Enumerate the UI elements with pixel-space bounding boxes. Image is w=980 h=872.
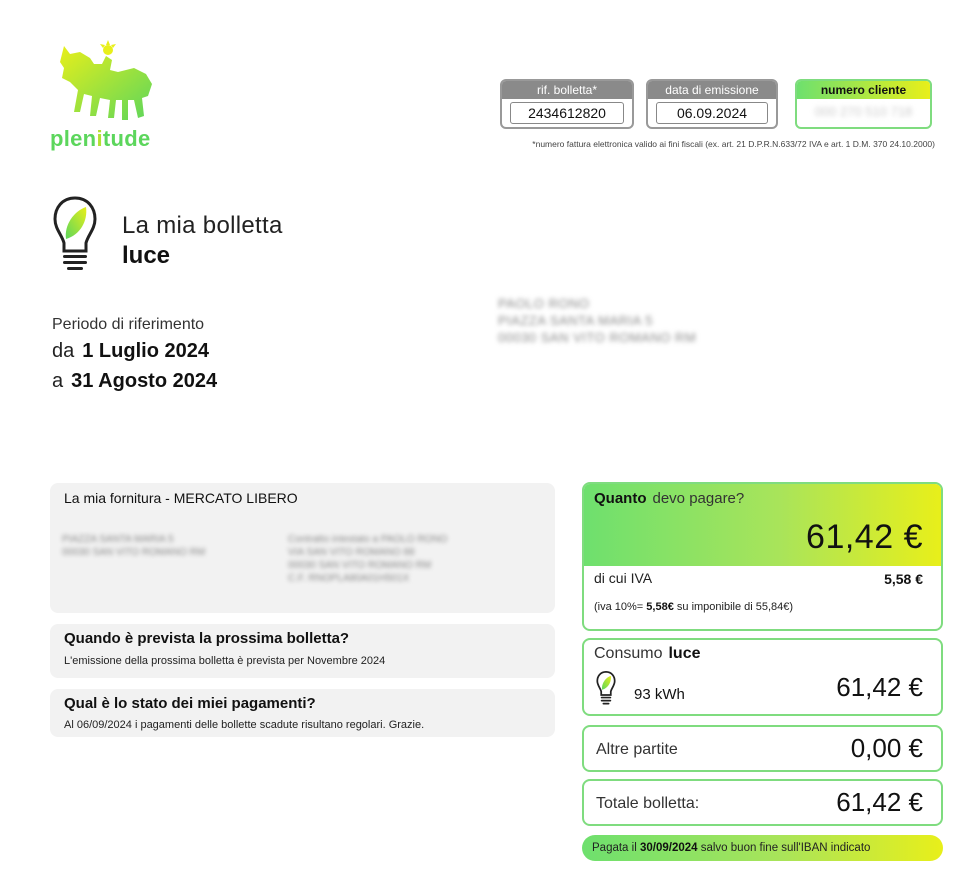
payments-panel [50, 689, 555, 737]
data-emissione-label: data di emissione [648, 81, 776, 99]
numero-cliente-label: numero cliente [797, 81, 930, 99]
numero-cliente-value: 000 270 510 718 [814, 104, 913, 119]
period-from: da 1 Luglio 2024 [52, 340, 209, 362]
period-label: Periodo di riferimento [52, 316, 205, 333]
consumo-box [582, 638, 943, 716]
fiscal-footnote: *numero fattura elettronica valido ai fini fiscali (ex. art. 21 D.P.R.N.633/72 IVA e art. 1 D.M. 370 24.10.2000) [532, 139, 935, 149]
amount-due-label: Quanto devo pagare? [594, 490, 745, 507]
next-bill-answer: L'emissione della prossima bolletta è prevista per Novembre 2024 [64, 655, 386, 667]
next-bill-question: Quando è prevista la prossima bolletta? [64, 630, 350, 647]
data-emissione-value: 06.09.2024 [656, 102, 768, 124]
iva-value: 5,58 € [884, 571, 923, 587]
bill-title-line2: luce [122, 242, 171, 269]
rif-bolletta-value: 2434612820 [510, 102, 624, 124]
consumo-label: Consumo luce [594, 645, 701, 662]
amount-due-value: 61,42 € [806, 518, 923, 556]
bill-title-line1: La mia bolletta [122, 212, 283, 239]
fornitura-panel [50, 483, 555, 613]
rif-bolletta-label: rif. bolletta* [502, 81, 632, 99]
fornitura-holder: Contratto intestato a PAOLO RONO VIA SAN VITO ROMANO 88 00030 SAN VITO ROMANO RM C.F. RNOPLA80A01H501X [288, 534, 448, 584]
iva-note: (iva 10%= 5,58€ su imponibile di 55,84€) [594, 601, 794, 613]
next-bill-panel [50, 624, 555, 678]
brand-name: plenitude [50, 126, 151, 151]
data-emissione-box [646, 79, 778, 129]
altre-partite-box [582, 725, 943, 772]
iva-label: di cui IVA [594, 570, 653, 586]
totale-bolletta-label: Totale bolletta: [596, 795, 700, 812]
payments-question: Qual è lo stato dei miei pagamenti? [64, 695, 316, 712]
period-to: a 31 Agosto 2024 [52, 370, 218, 392]
payments-answer: Al 06/09/2024 i pagamenti delle bollette scadute risultano regolari. Grazie. [64, 719, 425, 731]
amount-due-box [582, 482, 943, 631]
fornitura-title: La mia fornitura - MERCATO LIBERO [64, 490, 298, 506]
totale-bolletta-box [582, 779, 943, 826]
altre-partite-label: Altre partite [596, 741, 678, 758]
altre-partite-amount: 0,00 € [850, 733, 923, 763]
consumo-kwh: 93 kWh [634, 686, 685, 703]
rif-bolletta-box [500, 79, 634, 129]
numero-cliente-box [795, 79, 932, 129]
fornitura-address: PIAZZA SANTA MARIA 5 00030 SAN VITO ROMANO RM [62, 534, 206, 558]
lightbulb-leaf-icon [596, 670, 616, 706]
paid-status-bar: Pagata il 30/09/2024 salvo buon fine sull'IBAN indicato [582, 835, 943, 861]
totale-bolletta-amount: 61,42 € [836, 787, 923, 817]
consumo-amount: 61,42 € [836, 672, 923, 702]
customer-address: PAOLO RONO PIAZZA SANTA MARIA 5 00030 SAN VITO ROMANO RM [498, 296, 697, 345]
lightbulb-leaf-icon [52, 195, 98, 275]
